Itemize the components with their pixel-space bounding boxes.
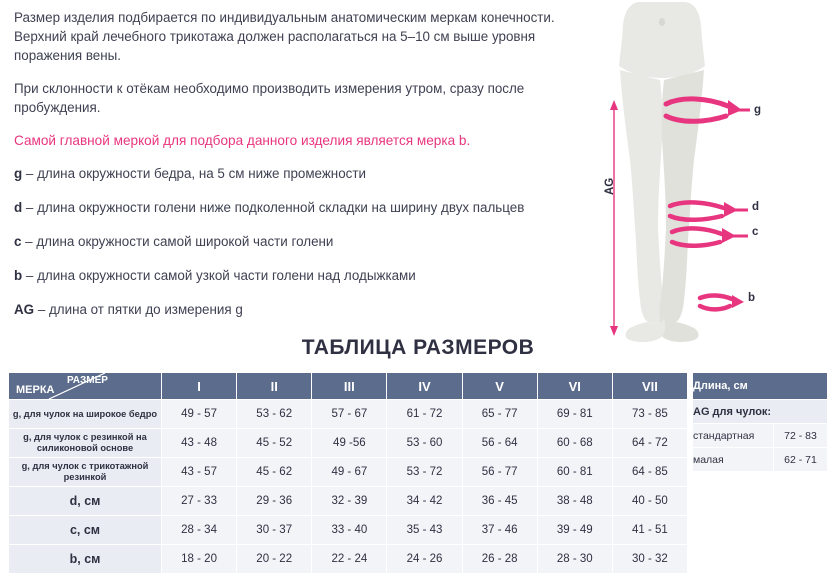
cell-c-6: 39 - 49	[537, 516, 612, 545]
illustration-label-c: c	[752, 226, 759, 238]
illustration-label-ag: AG	[604, 177, 616, 195]
table-row	[9, 429, 688, 458]
table-row	[9, 458, 688, 487]
legend-key-ag: AG	[14, 302, 35, 317]
cell-c-3: 33 - 40	[312, 516, 387, 545]
table-corner-cell	[9, 373, 162, 400]
corner-label-size: РАЗМЕР	[67, 375, 108, 386]
cell-g-silicone-1: 43 - 48	[162, 429, 237, 458]
cell-g-silicone-2: 45 - 52	[237, 429, 312, 458]
row-label-g-silicone: g, для чулок с резинкой на силиконовой основе	[9, 429, 162, 458]
cell-c-1: 28 - 34	[162, 516, 237, 545]
cell-b-4: 24 - 26	[387, 545, 462, 574]
cell-g-wide-5: 65 - 77	[462, 400, 537, 429]
legend-text-g: – длина окружности бедра, на 5 см ниже промежности	[22, 166, 366, 181]
cell-d-2: 29 - 36	[237, 487, 312, 516]
column-header-2: II	[237, 373, 312, 400]
cell-g-knit-1: 43 - 57	[162, 458, 237, 487]
column-header-1: I	[162, 373, 237, 400]
length-table-row	[693, 448, 828, 472]
legend-key-b: b	[14, 268, 23, 283]
legend-item-ag	[14, 300, 600, 319]
legend-item-d	[14, 198, 600, 217]
cell-g-silicone-6: 60 - 68	[537, 429, 612, 458]
table-row	[9, 545, 688, 574]
length-row-standard-value: 72 - 83	[774, 424, 828, 448]
row-label-d: d, см	[9, 487, 162, 516]
length-row-standard-label: стандартная	[693, 424, 774, 448]
cell-b-2: 20 - 22	[237, 545, 312, 574]
length-table	[692, 372, 828, 472]
column-header-3: III	[312, 373, 387, 400]
cell-b-7: 30 - 32	[612, 545, 687, 574]
legend-text-ag: – длина от пятки до измерения g	[34, 302, 243, 317]
illustration-label-g: g	[754, 104, 762, 116]
instructions-column	[14, 8, 600, 334]
cell-g-knit-5: 56 - 77	[462, 458, 537, 487]
cell-d-4: 34 - 42	[387, 487, 462, 516]
length-table-header-row	[693, 373, 828, 400]
length-table-subheader-row	[693, 400, 828, 424]
row-label-c: c, см	[9, 516, 162, 545]
illustration-label-d: d	[752, 201, 760, 213]
intro-paragraph-highlight: Самой главной меркой для подбора данного изделия является мерка b.	[14, 133, 471, 148]
row-label-g-knit: g, для чулок с трикотажной резинкой	[9, 458, 162, 487]
cell-g-wide-7: 73 - 85	[612, 400, 687, 429]
cell-c-7: 41 - 51	[612, 516, 687, 545]
cell-b-3: 22 - 24	[312, 545, 387, 574]
legend-text-d: – длина окружности голени ниже подколенной складки на ширину двух пальцев	[22, 200, 525, 215]
column-header-4: IV	[387, 373, 462, 400]
cell-d-5: 36 - 45	[462, 487, 537, 516]
table-row	[9, 487, 688, 516]
length-table-subheader: AG для чулок:	[693, 400, 828, 424]
cell-g-silicone-7: 64 - 72	[612, 429, 687, 458]
table-row	[9, 400, 688, 429]
cell-g-knit-7: 64 - 85	[612, 458, 687, 487]
left-leg-shape	[620, 70, 665, 323]
measure-band-b	[700, 295, 744, 309]
cell-g-knit-2: 45 - 62	[237, 458, 312, 487]
legend-item-c	[14, 232, 600, 251]
cell-g-wide-6: 69 - 81	[537, 400, 612, 429]
cell-c-2: 30 - 37	[237, 516, 312, 545]
cell-g-silicone-4: 53 - 60	[387, 429, 462, 458]
table-header-row	[9, 373, 688, 400]
illustration-label-b: b	[748, 292, 756, 304]
legend-text-b: – длина окружности самой узкой части голени над лодыжками	[22, 268, 416, 283]
intro-paragraph-1: Размер изделия подбирается по индивидуальным анатомическим меркам конечности. Верхний край лечебного трикотажа должен располагаться на 5–10 см выше уровня поражения вены.	[14, 10, 555, 63]
right-leg-shape	[659, 70, 704, 323]
cell-g-wide-2: 53 - 62	[237, 400, 312, 429]
size-table	[8, 372, 688, 574]
torso-shape	[619, 2, 705, 78]
cell-g-silicone-5: 56 - 64	[462, 429, 537, 458]
cell-g-wide-3: 57 - 67	[312, 400, 387, 429]
cell-g-knit-3: 49 - 67	[312, 458, 387, 487]
page-title: ТАБЛИЦА РАЗМЕРОВ	[301, 336, 535, 359]
navel-mark	[659, 18, 665, 26]
legend-key-d: d	[14, 200, 23, 215]
cell-g-silicone-3: 49 -56	[312, 429, 387, 458]
legend-item-b	[14, 266, 600, 285]
cell-b-6: 28 - 30	[537, 545, 612, 574]
length-table-header: Длина, см	[693, 373, 828, 400]
column-header-5: V	[462, 373, 537, 400]
length-table-row	[693, 424, 828, 448]
length-row-small-label: малая	[693, 448, 774, 472]
column-header-6: VI	[537, 373, 612, 400]
cell-g-wide-1: 49 - 57	[162, 400, 237, 429]
ag-dimension-arrow	[610, 100, 618, 336]
row-label-g-wide: g, для чулок на широкое бедро	[9, 400, 162, 429]
leg-measurement-illustration	[600, 0, 836, 348]
cell-d-6: 38 - 48	[537, 487, 612, 516]
cell-g-knit-6: 60 - 81	[537, 458, 612, 487]
cell-d-7: 40 - 50	[612, 487, 687, 516]
legend-item-g	[14, 164, 600, 183]
cell-g-wide-4: 61 - 72	[387, 400, 462, 429]
length-row-small-value: 62 - 71	[774, 448, 828, 472]
intro-paragraph-2: При склонности к отёкам необходимо производить измерения утром, сразу после пробуждения.	[14, 81, 525, 115]
table-row	[9, 516, 688, 545]
legend-key-g: g	[14, 166, 23, 181]
cell-d-3: 32 - 39	[312, 487, 387, 516]
cell-g-knit-4: 53 - 72	[387, 458, 462, 487]
row-label-b: b, см	[9, 545, 162, 574]
column-header-7: VII	[612, 373, 687, 400]
legend-text-c: – длина окружности самой широкой части голени	[21, 234, 334, 249]
cell-d-1: 27 - 33	[162, 487, 237, 516]
leg-diagram-svg	[600, 0, 836, 348]
legend-key-c: c	[14, 234, 22, 249]
corner-label-measure: МЕРКА	[16, 384, 55, 396]
cell-c-4: 35 - 43	[387, 516, 462, 545]
cell-c-5: 37 - 46	[462, 516, 537, 545]
cell-b-5: 26 - 28	[462, 545, 537, 574]
cell-b-1: 18 - 20	[162, 545, 237, 574]
